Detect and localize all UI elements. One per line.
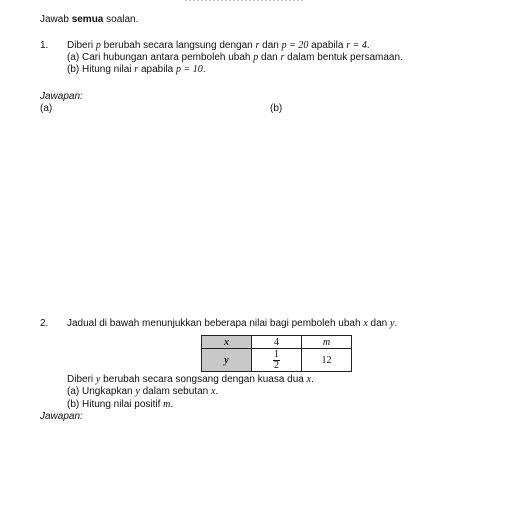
q2-line2-var-x: x <box>306 374 312 385</box>
q1-part-b-label: (b) <box>270 103 283 114</box>
table-row-x <box>202 336 352 349</box>
q2-line3-text1: (a) Ungkapkan <box>67 386 136 397</box>
q2-line2-text1: Diberi <box>67 374 96 385</box>
fraction-numerator: 1 <box>274 348 279 360</box>
q1-eq-p20: p = 20 <box>281 40 309 51</box>
q1-line2 <box>67 52 403 64</box>
q1-line1-text4: apabila <box>308 40 347 51</box>
q1-line1-text5: . <box>366 40 370 51</box>
q1-answer-label: Jawapan: <box>40 91 83 102</box>
q2-answer-label: Jawapan: <box>40 411 83 422</box>
q2-line2-text2: berubah secara songsang dengan kuasa dua <box>100 374 307 385</box>
table-cell-y1 <box>252 349 302 372</box>
table-cell-x2: m <box>302 336 352 349</box>
q2-line3-var-x: x <box>211 386 216 397</box>
q1-line1-text3: dan <box>259 40 282 51</box>
q1-line2-var-r: r <box>280 52 285 63</box>
q2-var-x: x <box>363 318 368 329</box>
q2-line4-text1: (b) Hitung nilai positif <box>67 399 164 410</box>
instruction-bold: semua <box>71 14 104 25</box>
q1-var-p: p <box>95 40 101 51</box>
q2-line2-text3: . <box>311 374 314 385</box>
q1-line1-text2: berubah secara langsung dengan <box>100 40 256 51</box>
table-row-y <box>202 349 352 372</box>
q1-line3-text2: apabila <box>138 64 176 75</box>
q1-line1-text1: Diberi <box>67 40 96 51</box>
q1-line2-text3: dalam bentuk persamaan. <box>284 52 403 63</box>
q1-number: 1. <box>40 40 49 51</box>
q1-eq-p10: p = 10 <box>175 64 203 75</box>
instruction-line <box>40 14 138 26</box>
q2-line3-var-y: y <box>135 386 140 397</box>
q2-line4-text2: . <box>170 399 174 410</box>
q1-line1 <box>67 40 370 52</box>
table-header-x: x <box>202 336 252 349</box>
q2-line1 <box>67 318 397 330</box>
q1-line3-text1: (b) Hitung nilai <box>67 64 135 75</box>
q1-eq-r4: r = 4 <box>346 40 367 51</box>
q1-line2-text2: dan <box>258 52 281 63</box>
q2-number: 2. <box>40 318 49 329</box>
q1-line3-text3: . <box>202 64 206 75</box>
table-cell-y2: 12 <box>302 349 352 372</box>
q2-line2-var-y: y <box>95 374 101 385</box>
top-page-rule <box>185 0 305 1</box>
q1-line3 <box>67 64 206 76</box>
q2-var-y: y <box>390 318 395 329</box>
q2-line1-text3: . <box>394 318 398 329</box>
table-header-y: y <box>202 349 252 372</box>
q1-part-a-label: (a) <box>40 103 53 114</box>
xy-values-table <box>201 335 352 372</box>
q2-line4 <box>67 399 173 411</box>
instruction-suffix: soalan. <box>103 14 139 25</box>
q1-line2-text1: (a) Cari hubungan antara pemboleh ubah <box>67 52 254 63</box>
q2-line1-text1: Jadual di bawah menunjukkan beberapa nilai bagi pemboleh ubah <box>67 318 364 329</box>
fraction-half <box>273 350 280 371</box>
fraction-denominator: 2 <box>274 359 279 371</box>
q1-line2-var-p: p <box>253 52 259 63</box>
q2-line4-var-m: m <box>163 399 171 410</box>
q2-line2 <box>67 374 314 386</box>
q1-line3-var-r: r <box>134 64 139 75</box>
instruction-prefix: Jawab <box>40 14 72 25</box>
q2-line1-text2: dan <box>367 318 391 329</box>
q1-var-r: r <box>255 40 260 51</box>
q2-line3 <box>67 386 218 398</box>
q2-line3-text3: . <box>215 386 219 397</box>
q2-line3-text2: dalam sebutan <box>139 386 211 397</box>
table-cell-x1: 4 <box>252 336 302 349</box>
